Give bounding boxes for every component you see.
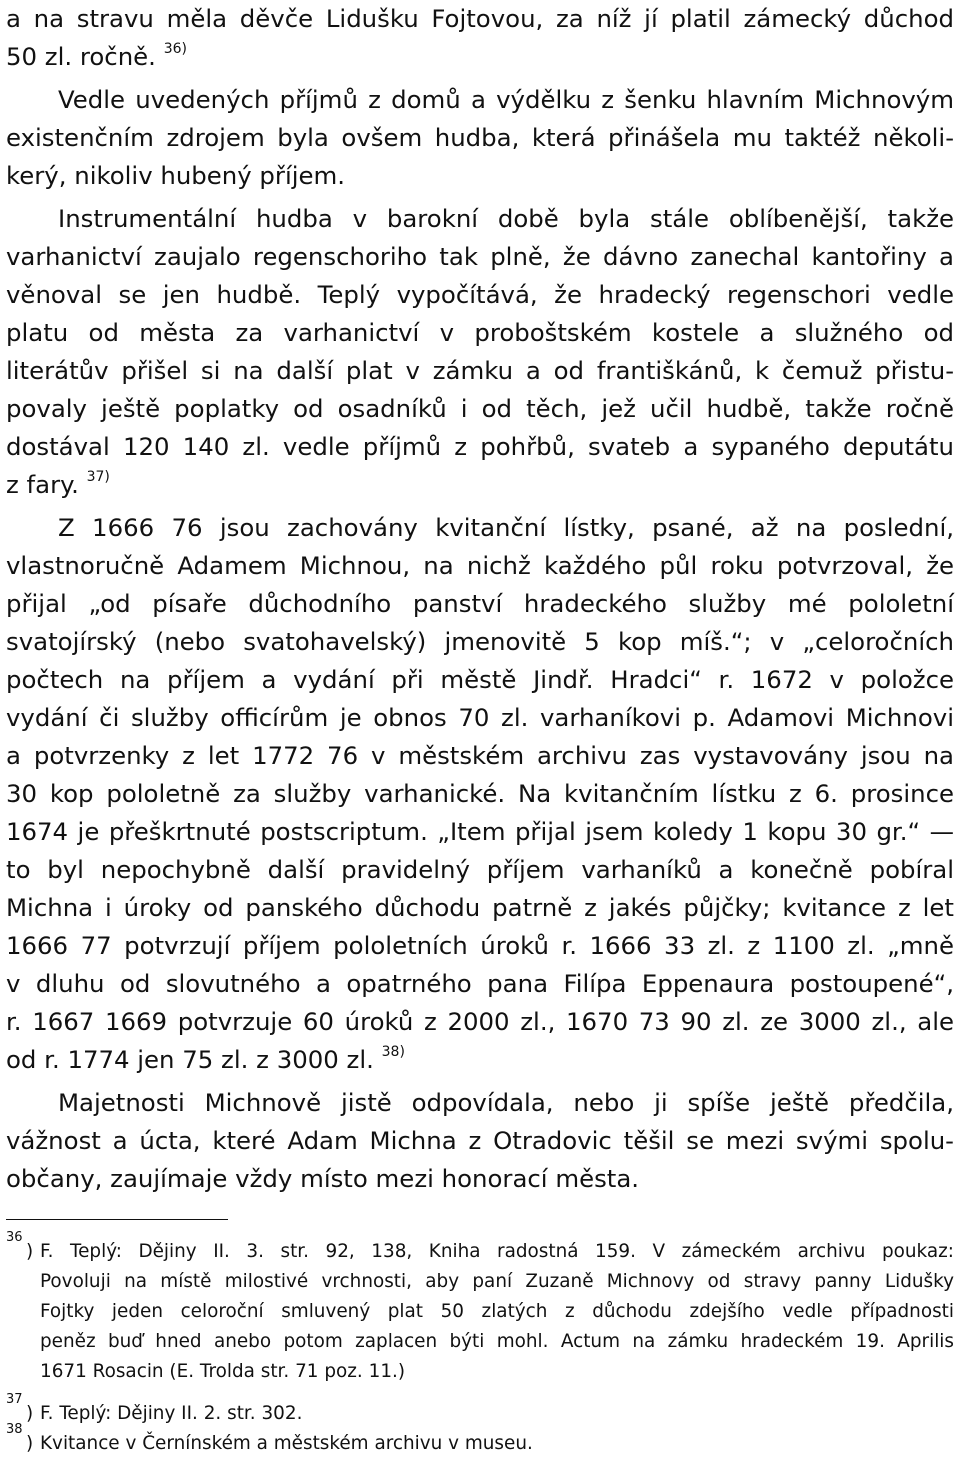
body-line-text: a na stravu měla děvče Lidušku Fojtovou, za níž jí platil zámecký důchod xyxy=(6,4,954,33)
footnote-paren: ) xyxy=(26,1403,34,1424)
footnote-text: 1671 Rosacin (E. Trolda str. 71 poz. 11.) xyxy=(40,1361,406,1382)
body-line xyxy=(6,466,954,504)
body-line-text: kerý, nikoliv hubený příjem. xyxy=(6,161,346,190)
body-line xyxy=(6,547,954,585)
footnote-text: Kvitance v Černínském a městském archivu v museu. xyxy=(40,1433,533,1454)
footnote-paren: ) xyxy=(26,1433,34,1454)
body-line-text: od r. 1774 jen 75 zl. z 3000 zl. xyxy=(6,1045,374,1074)
body-line-text: z fary. xyxy=(6,470,79,499)
body-line xyxy=(6,352,954,390)
body-line-text: občany, zaujímaje vždy místo mezi honorací města. xyxy=(6,1164,640,1193)
footnote-reference: 36) xyxy=(163,41,187,57)
body-line-text: 50 zl. ročně. xyxy=(6,42,156,71)
body-line xyxy=(6,314,954,352)
body-line xyxy=(6,927,954,965)
body-line xyxy=(6,623,954,661)
footnote-reference: 37) xyxy=(86,469,110,485)
body-line xyxy=(6,661,954,699)
body-line-text: dostával 120 140 zl. vedle příjmů z pohřbů, svateb a sypaného deputátu xyxy=(6,432,954,461)
body-line xyxy=(6,1122,954,1160)
body-line-text: v dluhu od slovutného a opatrného pana Filípa Eppenaura postoupené“, xyxy=(6,969,954,998)
body-line xyxy=(6,851,954,889)
footnote-line xyxy=(6,1297,954,1327)
footnote-line xyxy=(6,1267,954,1297)
body-line xyxy=(6,1003,954,1041)
footnote-line xyxy=(6,1327,954,1357)
body-line xyxy=(6,428,954,466)
body-line-text: Majetnosti Michnově jistě odpovídala, nebo ji spíše ještě předčila, xyxy=(58,1088,954,1117)
footnote-line xyxy=(6,1357,954,1387)
footnote-text: Povoluji na místě milostivé vrchnosti, aby paní Zuzaně Michnovy od stravy panny Lidušky xyxy=(40,1271,954,1292)
body-line-text: a potvrzenky z let 1772 76 v městském archivu zas vystavovány jsou na xyxy=(6,741,954,770)
body-line xyxy=(6,238,954,276)
footnote-text: peněz buď hned anebo potom zaplacen býti mohl. Actum na zámku hradeckém 19. Aprilis xyxy=(40,1331,954,1352)
body-line-text: Instrumentální hudba v barokní době byla stále oblíbenější, takže xyxy=(58,204,954,233)
body-line-text: vydání či služby officírům je obnos 70 zl. varhaníkovi p. Adamovi Michnovi xyxy=(6,703,954,732)
body-line-text: r. 1667 1669 potvrzuje 60 úroků z 2000 zl., 1670 73 90 zl. ze 3000 zl., ale xyxy=(6,1007,954,1036)
body-line-text: to byl nepochybně další pravidelný příjem varhaníků a konečně pobíral xyxy=(6,855,954,884)
body-line-text: Vedle uvedených příjmů z domů a výdělku z šenku hlavním Michnovým xyxy=(58,85,954,114)
footnote-reference: 38) xyxy=(381,1044,405,1060)
body-line-text: literátův přišel si na další plat v zámku a od františkánů, k čemuž přistu- xyxy=(6,356,954,385)
footnote-text: Fojtky jeden celoroční smluvený plat 50 zlatých z důchodu zdejšího vedle případnosti xyxy=(40,1301,954,1322)
body-line xyxy=(6,1041,954,1079)
body-line xyxy=(6,585,954,623)
body-line xyxy=(6,699,954,737)
footnote-line xyxy=(6,1392,954,1429)
body-line xyxy=(6,390,954,428)
footnote-number: 36 xyxy=(6,1230,23,1245)
body-line-text: existenčním zdrojem byla ovšem hudba, která přinášela mu taktéž několi- xyxy=(6,123,954,152)
body-line-text: věnoval se jen hudbě. Teplý vypočítává, že hradecký regenschori vedle xyxy=(6,280,954,309)
body-line xyxy=(6,1160,954,1198)
body-line xyxy=(6,775,954,813)
body-line-text: platu od města za varhanictví v proboštském kostele a služného od xyxy=(6,318,954,347)
footnote-line xyxy=(6,1230,954,1267)
body-line xyxy=(6,200,954,238)
body-line xyxy=(6,1084,954,1122)
body-line-text: 30 kop pololetně za služby varhanické. Na kvitančním lístku z 6. prosince xyxy=(6,779,954,808)
footnote-paren: ) xyxy=(26,1241,34,1262)
body-line-text: 1674 je přeškrtnuté postscriptum. „Item přijal jsem koledy 1 kopu 30 gr.“ — xyxy=(6,817,954,846)
body-line-text: Michna i úroky od panského důchodu patrně z jakés půjčky; kvitance z let xyxy=(6,893,954,922)
body-line xyxy=(6,813,954,851)
body-line xyxy=(6,509,954,547)
body-line-text: vážnost a úcta, které Adam Michna z Otradovic těšil se mezi svými spolu- xyxy=(6,1126,954,1155)
footnote-separator xyxy=(6,1219,228,1220)
body-line xyxy=(6,157,954,195)
footnote-number: 37 xyxy=(6,1392,23,1407)
body-line xyxy=(6,38,954,76)
body-line-text: varhanictví zaujalo regenschoriho tak plně, že dávno zanechal kantořiny a xyxy=(6,242,954,271)
body-line xyxy=(6,119,954,157)
body-line-text: Z 1666 76 jsou zachovány kvitanční lístky, psané, až na poslední, xyxy=(58,513,954,542)
body-line xyxy=(6,965,954,1003)
body-line xyxy=(6,81,954,119)
body-line-text: povaly ještě poplatky od osadníků i od těch, jež učil hudbě, takže ročně xyxy=(6,394,954,423)
footnote-number: 38 xyxy=(6,1422,23,1437)
body-line-text: vlastnoručně Adamem Michnou, na nichž každého půl roku potvrzoval, že xyxy=(6,551,954,580)
body-line xyxy=(6,276,954,314)
body-line-text: 1666 77 potvrzují příjem pololetních úroků r. 1666 33 zl. z 1100 zl. „mně xyxy=(6,931,954,960)
body-line-text: počtech na příjem a vydání při městě Jindř. Hradci“ r. 1672 v položce xyxy=(6,665,954,694)
body-line xyxy=(6,737,954,775)
body-line xyxy=(6,0,954,38)
body-line-text: svatojírský (nebo svatohavelský) jmenovitě 5 kop míš.“; v „celoročních xyxy=(6,627,954,656)
footnote-text: F. Teplý: Dějiny II. 2. str. 302. xyxy=(40,1403,303,1424)
body-line xyxy=(6,889,954,927)
body-line-text: přijal „od písaře důchodního panství hradeckého služby mé pololetní xyxy=(6,589,954,618)
footnote-text: F. Teplý: Dějiny II. 3. str. 92, 138, Kniha radostná 159. V zámeckém archivu poukaz: xyxy=(40,1241,954,1262)
